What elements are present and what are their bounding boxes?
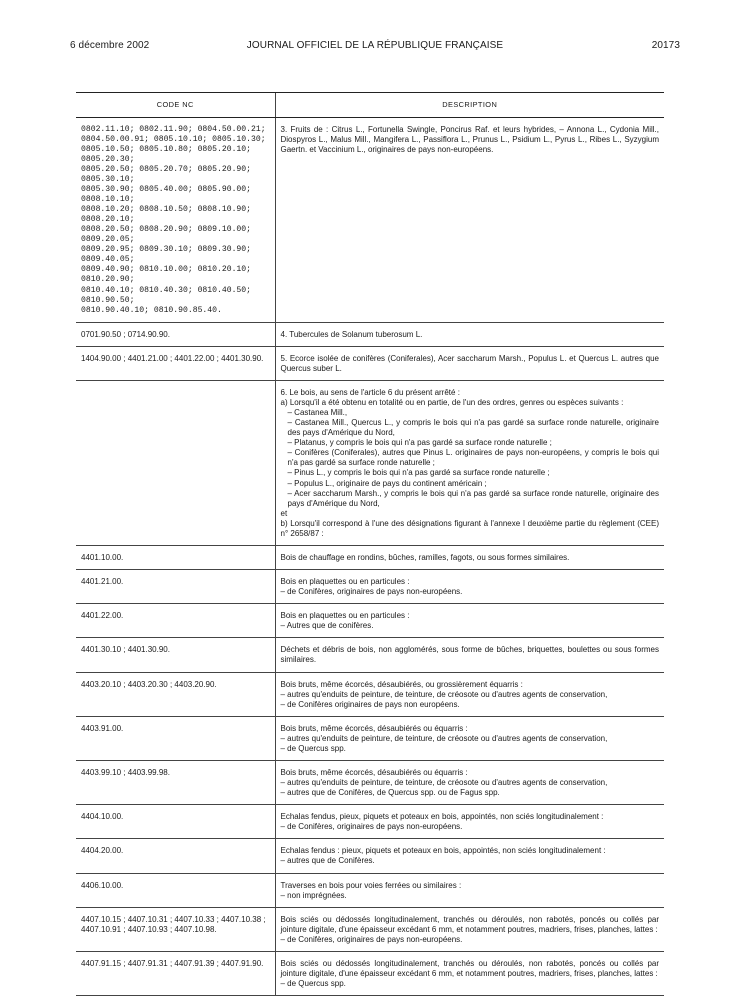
description-cell: 3. Fruits de : Citrus L., Fortunella Swingle, Poncirus Raf. et leurs hybrides, – Annona L., Cydonia Mill., Diospyros L., Malus Mill., Mangifera L., Passiflora L., Prunus L., Psidium L., Pyrus L., Ribes L., Syzygium Gaertn. et Vaccinium L., originaires de pays non-européens. (275, 118, 664, 323)
nc-code-cell: 4403.99.10 ; 4403.99.98. (76, 761, 275, 805)
table-row (76, 638, 664, 672)
description-line: – autres qu'enduits de peinture, de teinture, de créosote ou d'autres agents de conservation, (280, 689, 608, 699)
description-cell: Bois de chauffage en rondins, bûches, ramilles, fagots, ou sous formes similaires. (275, 546, 664, 570)
table-row (76, 380, 664, 545)
table-row (76, 907, 664, 951)
description-line: – de Quercus spp. (280, 743, 346, 753)
description-cell (275, 873, 664, 907)
nc-code-cell: 4404.20.00. (76, 839, 275, 873)
description-line: Bois bruts, même écorcés, désaubiérés ou équarris : (280, 723, 468, 733)
table-row (76, 604, 664, 638)
description-line: – Autres que de conifères. (280, 621, 374, 631)
description-cell (275, 805, 664, 839)
table-row (76, 839, 664, 873)
description-cell (275, 604, 664, 638)
nc-code-cell: 4401.21.00. (76, 570, 275, 604)
description-line: – autres qu'enduits de peinture, de teinture, de créosote ou d'autres agents de conservation, (280, 733, 608, 743)
description-line: Bois bruts, même écorcés, désaubiérés ou équarris : (280, 768, 468, 778)
description-line: – Acer saccharum Marsh., y compris le bois qui n'a pas gardé sa surface ronde naturelle, originaire des pays d'Amérique du Nord, (287, 488, 659, 508)
description-cell: Déchets et débris de bois, non agglomérés, sous forme de bûches, briquettes, boulettes ou sous formes similaires. (275, 638, 664, 672)
nc-code-cell: 4403.91.00. (76, 716, 275, 760)
description-line: – autres qu'enduits de peinture, de teinture, de créosote ou d'autres agents de conservation, (280, 778, 608, 788)
table-row (76, 570, 664, 604)
description-line: – Conifères (Coniferales), autres que Pinus L. originaires de pays non-européens, y compris le bois qui n'a pas gardé sa surface ronde naturelle ; (287, 448, 659, 468)
description-line: Echalas fendus : pieux, piquets et poteaux en bois, appointés, non sciés longitudinalement : (280, 846, 606, 856)
description-line: b) Lorsqu'il correspond à l'une des désignations figurant à l'annexe I deuxième partie du règlement (CEE) n° 2658/87 : (280, 518, 659, 538)
table-row (76, 546, 664, 570)
description-cell (275, 672, 664, 716)
table-row (76, 805, 664, 839)
description-cell: 4. Tubercules de Solanum tuberosum L. (275, 322, 664, 346)
nc-code-cell: 0701.90.50 ; 0714.90.90. (76, 322, 275, 346)
description-line: – Pinus L., y compris le bois qui n'a pas gardé sa surface ronde naturelle ; (287, 468, 550, 478)
description-line: Bois bruts, même écorcés, désaubiérés, ou grossièrement équarris : (280, 679, 523, 689)
nc-code-cell: 4407.91.15 ; 4407.91.31 ; 4407.91.39 ; 4407.91.90. (76, 951, 275, 995)
nc-code-cell: 4404.10.00. (76, 805, 275, 839)
header-journal-title: JOURNAL OFFICIEL DE LA RÉPUBLIQUE FRANÇAISE (246, 40, 504, 51)
description-cell: 5. Ecorce isolée de conifères (Coniferales), Acer saccharum Marsh., Populus L. et Quercus L. autres que Quercus suber L. (275, 346, 664, 380)
description-line: – de Conifères originaires de pays non européens. (280, 699, 460, 709)
column-header-code: CODE NC (76, 93, 275, 118)
table-row (76, 951, 664, 995)
description-line: a) Lorsqu'il a été obtenu en totalité ou en partie, de l'un des ordres, genres ou espèces suivants : (280, 397, 624, 407)
description-line: – de Conifères, originaires de pays non-européens. (280, 934, 463, 944)
nc-code-cell: 1404.90.00 ; 4401.21.00 ; 4401.22.00 ; 4401.30.90. (76, 346, 275, 380)
table-row (76, 346, 664, 380)
nc-code-table (76, 92, 664, 996)
header-date: 6 décembre 2002 (70, 40, 150, 51)
description-line: – Populus L., originaire de pays du continent américain ; (287, 478, 487, 488)
description-line: – de Conifères, originaires de pays non-européens. (280, 822, 463, 832)
description-line: – Castanea Mill., (287, 407, 348, 417)
description-cell (275, 839, 664, 873)
description-cell (275, 761, 664, 805)
header-page-number: 20173 (651, 40, 680, 51)
description-line: 6. Le bois, au sens de l'article 6 du présent arrêté : (280, 387, 460, 397)
description-cell (275, 570, 664, 604)
table-row (76, 672, 664, 716)
table-row (76, 761, 664, 805)
table-row (76, 118, 664, 323)
description-line: Bois sciés ou dédossés longitudinalement, tranchés ou déroulés, non rabotés, poncés ou collés par jointure digitale, d'une épaisseur excédant 6 mm, et notamment poutres, madriers, frises, planches, lattes : (280, 958, 659, 979)
page-header (70, 40, 680, 54)
description-line: – de Quercus spp. (280, 979, 346, 989)
description-line: Bois en plaquettes ou en particules : (280, 577, 410, 587)
description-cell (275, 907, 664, 951)
nc-code-cell: 4406.10.00. (76, 873, 275, 907)
description-cell (275, 951, 664, 995)
description-line: Echalas fendus, pieux, piquets et poteaux en bois, appointés, non sciés longitudinalement : (280, 812, 604, 822)
nc-code-cell (76, 380, 275, 545)
nc-code-cell: 4403.20.10 ; 4403.20.30 ; 4403.20.90. (76, 672, 275, 716)
table-row (76, 716, 664, 760)
nc-code-cell: 4401.10.00. (76, 546, 275, 570)
description-line: et (280, 508, 288, 518)
description-line: – autres que de Conifères, de Quercus spp. ou de Fagus spp. (280, 788, 500, 798)
table-row (76, 322, 664, 346)
nc-code-cell: 0802.11.10; 0802.11.90; 0804.50.00.21; 0804.50.00.91; 0805.10.10; 0805.10.30; 0805.10.50; 0805.10.80; 0805.20.10; 0805.20.30; 0805.20.50; 0805.20.70; 0805.20.90; 0805.30.10; 0805.30.90; 0805.40.00; 0805.90.00; 0808.10.10; 0808.10.20; 0808.10.50; 0808.10.90; 0808.20.10; 0808.20.50; 0808.20.90; 0809.10.00; 0809.20.05; 0809.20.95; 0809.30.10; 0809.30.90; 0809.40.05; 0809.40.90; 0810.10.00; 0810.20.10; 0810.20.90; 0810.40.10; 0810.40.30; 0810.40.50; 0810.90.50; 0810.90.40.10; 0810.90.85.40. (76, 118, 275, 323)
description-line: Bois en plaquettes ou en particules : (280, 611, 410, 621)
description-line: – Platanus, y compris le bois qui n'a pas gardé sa surface ronde naturelle ; (287, 438, 552, 448)
nc-code-cell: 4401.30.10 ; 4401.30.90. (76, 638, 275, 672)
description-line: – Castanea Mill., Quercus L., y compris le bois qui n'a pas gardé sa surface ronde naturelle, originaire des pays d'Amérique du Nord, (287, 418, 659, 438)
description-line: – non imprégnées. (280, 890, 347, 900)
description-line: – de Conifères, originaires de pays non-européens. (280, 587, 463, 597)
description-line: Traverses en bois pour voies ferrées ou similaires : (280, 880, 462, 890)
description-cell (275, 716, 664, 760)
description-line: – autres que de Conifères. (280, 856, 375, 866)
description-line: Bois sciés ou dédossés longitudinalement, tranchés ou déroulés, non rabotés, poncés ou collés par jointure digitale, d'une épaisseur excédant 6 mm, et notamment poutres, madriers, frises, planches, lattes : (280, 914, 659, 934)
column-header-description: DESCRIPTION (275, 93, 664, 118)
description-cell (275, 380, 664, 545)
table-header-row (76, 93, 664, 118)
nc-code-cell: 4407.10.15 ; 4407.10.31 ; 4407.10.33 ; 4407.10.38 ; 4407.10.91 ; 4407.10.93 ; 4407.10.98. (76, 907, 275, 951)
table-row (76, 873, 664, 907)
nc-code-cell: 4401.22.00. (76, 604, 275, 638)
